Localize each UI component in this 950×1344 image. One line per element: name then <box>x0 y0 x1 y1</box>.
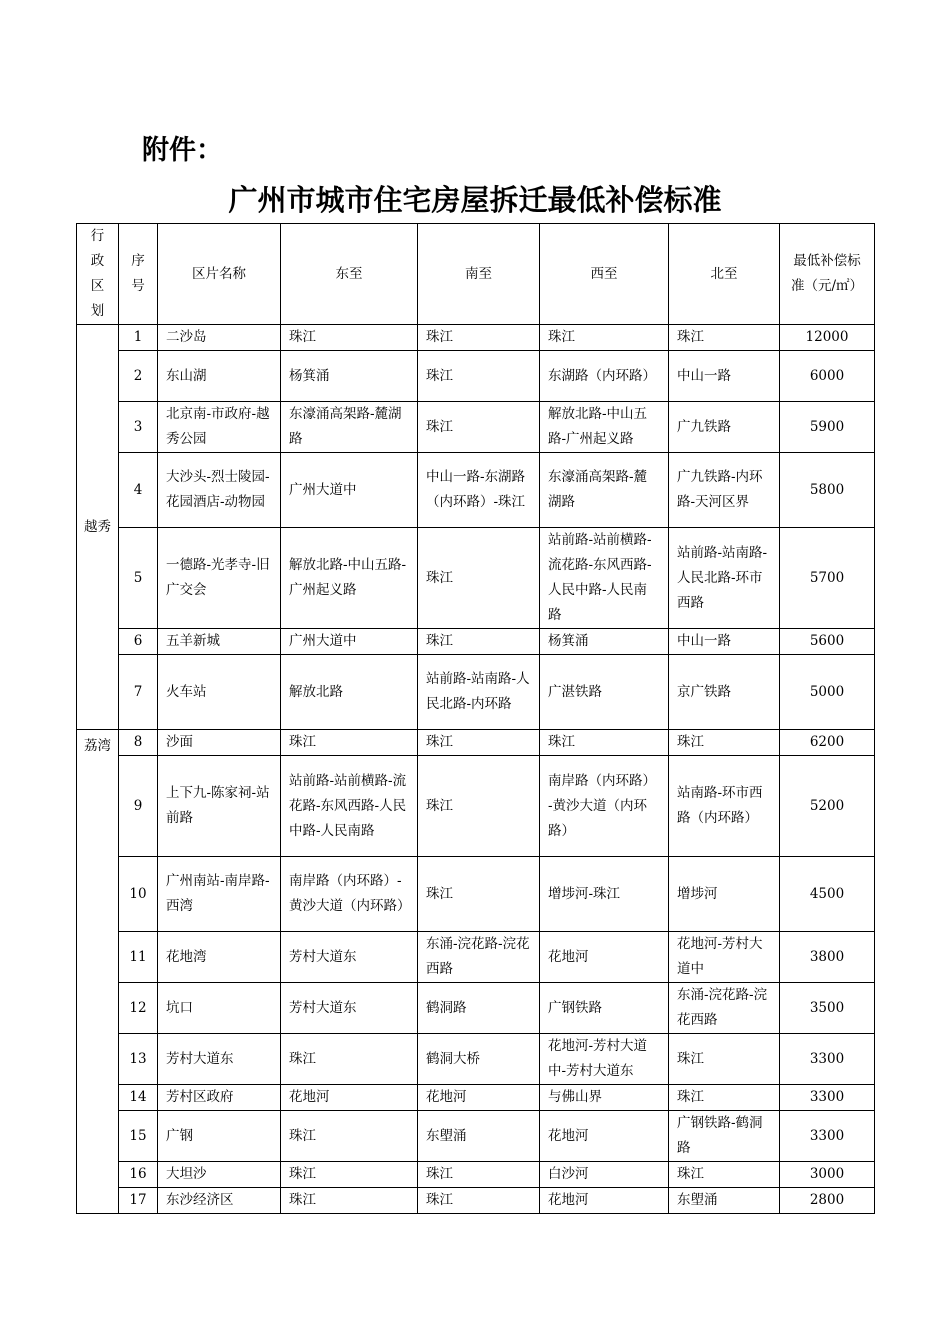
zone-cell: 芳村区政府 <box>158 1085 281 1111</box>
west-cell: 珠江 <box>540 325 669 351</box>
zone-cell: 花地湾 <box>158 932 281 983</box>
seq-cell: 17 <box>119 1188 158 1214</box>
east-cell: 芳村大道东 <box>281 932 418 983</box>
table-row <box>77 402 875 453</box>
west-cell: 东濠涌高架路-麓湖路 <box>540 453 669 528</box>
price-cell: 6200 <box>780 730 875 756</box>
seq-cell: 8 <box>119 730 158 756</box>
header-south: 南至 <box>418 224 540 325</box>
price-cell: 3500 <box>780 983 875 1034</box>
seq-cell: 15 <box>119 1111 158 1162</box>
west-cell: 花地河 <box>540 932 669 983</box>
table-row <box>77 983 875 1034</box>
seq-cell: 4 <box>119 453 158 528</box>
east-cell: 解放北路 <box>281 655 418 730</box>
west-cell: 站前路-站前横路-流花路-东风西路-人民中路-人民南路 <box>540 528 669 629</box>
attachment-label: 附件： <box>142 135 223 166</box>
south-cell: 东塱涌 <box>418 1111 540 1162</box>
district-cell: 越秀 <box>77 325 119 730</box>
south-cell: 珠江 <box>418 325 540 351</box>
seq-cell: 16 <box>119 1162 158 1188</box>
west-cell: 东湖路（内环路） <box>540 351 669 402</box>
east-cell: 广州大道中 <box>281 629 418 655</box>
seq-cell: 14 <box>119 1085 158 1111</box>
west-cell: 南岸路（内环路）-黄沙大道（内环路） <box>540 756 669 857</box>
east-cell: 站前路-站前横路-流花路-东风西路-人民中路-人民南路 <box>281 756 418 857</box>
west-cell: 增埗河-珠江 <box>540 857 669 932</box>
north-cell: 珠江 <box>669 325 780 351</box>
north-cell: 中山一路 <box>669 629 780 655</box>
west-cell: 与佛山界 <box>540 1085 669 1111</box>
table-row <box>77 1188 875 1214</box>
price-cell: 5900 <box>780 402 875 453</box>
price-cell: 3800 <box>780 932 875 983</box>
east-cell: 珠江 <box>281 1034 418 1085</box>
table-row <box>77 756 875 857</box>
seq-cell: 5 <box>119 528 158 629</box>
east-cell: 解放北路-中山五路-广州起义路 <box>281 528 418 629</box>
south-cell: 花地河 <box>418 1085 540 1111</box>
table-row <box>77 1162 875 1188</box>
east-cell: 珠江 <box>281 730 418 756</box>
east-cell: 南岸路（内环路）-黄沙大道（内环路） <box>281 857 418 932</box>
zone-cell: 沙面 <box>158 730 281 756</box>
south-cell: 鹤洞路 <box>418 983 540 1034</box>
zone-cell: 广州南站-南岸路-西湾 <box>158 857 281 932</box>
east-cell: 珠江 <box>281 1111 418 1162</box>
district-cell: 荔湾 <box>77 730 119 1214</box>
south-cell: 珠江 <box>418 402 540 453</box>
seq-cell: 2 <box>119 351 158 402</box>
south-cell: 中山一路-东湖路（内环路）-珠江 <box>418 453 540 528</box>
zone-cell: 一德路-光孝寺-旧广交会 <box>158 528 281 629</box>
price-cell: 12000 <box>780 325 875 351</box>
zone-cell: 二沙岛 <box>158 325 281 351</box>
zone-cell: 东山湖 <box>158 351 281 402</box>
header-district: 行政区划 <box>77 224 119 325</box>
table-header-row <box>77 224 875 325</box>
price-cell: 5200 <box>780 756 875 857</box>
header-price: 最低补偿标准（元/㎡） <box>780 224 875 325</box>
south-cell: 珠江 <box>418 857 540 932</box>
south-cell: 站前路-站南路-人民北路-内环路 <box>418 655 540 730</box>
seq-cell: 6 <box>119 629 158 655</box>
table-row <box>77 655 875 730</box>
price-cell: 6000 <box>780 351 875 402</box>
west-cell: 广钢铁路 <box>540 983 669 1034</box>
north-cell: 增埗河 <box>669 857 780 932</box>
price-cell: 5700 <box>780 528 875 629</box>
west-cell: 白沙河 <box>540 1162 669 1188</box>
zone-cell: 北京南-市政府-越秀公园 <box>158 402 281 453</box>
seq-cell: 3 <box>119 402 158 453</box>
west-cell: 花地河-芳村大道中-芳村大道东 <box>540 1034 669 1085</box>
table-row <box>77 528 875 629</box>
south-cell: 珠江 <box>418 528 540 629</box>
south-cell: 珠江 <box>418 730 540 756</box>
table-row <box>77 629 875 655</box>
east-cell: 杨箕涌 <box>281 351 418 402</box>
seq-cell: 9 <box>119 756 158 857</box>
west-cell: 花地河 <box>540 1111 669 1162</box>
zone-cell: 大沙头-烈士陵园-花园酒店-动物园 <box>158 453 281 528</box>
price-cell: 5800 <box>780 453 875 528</box>
table-row <box>77 453 875 528</box>
north-cell: 珠江 <box>669 1162 780 1188</box>
north-cell: 京广铁路 <box>669 655 780 730</box>
west-cell: 花地河 <box>540 1188 669 1214</box>
table-row <box>77 1034 875 1085</box>
seq-cell: 7 <box>119 655 158 730</box>
price-cell: 5000 <box>780 655 875 730</box>
table-row <box>77 325 875 351</box>
east-cell: 珠江 <box>281 325 418 351</box>
south-cell: 东涌-浣花路-浣花西路 <box>418 932 540 983</box>
seq-cell: 11 <box>119 932 158 983</box>
east-cell: 花地河 <box>281 1085 418 1111</box>
header-zone: 区片名称 <box>158 224 281 325</box>
table-row <box>77 730 875 756</box>
south-cell: 珠江 <box>418 1188 540 1214</box>
seq-cell: 13 <box>119 1034 158 1085</box>
price-cell: 3300 <box>780 1034 875 1085</box>
north-cell: 珠江 <box>669 1034 780 1085</box>
zone-cell: 火车站 <box>158 655 281 730</box>
south-cell: 珠江 <box>418 629 540 655</box>
header-north: 北至 <box>669 224 780 325</box>
compensation-table <box>76 223 875 1214</box>
east-cell: 珠江 <box>281 1188 418 1214</box>
east-cell: 珠江 <box>281 1162 418 1188</box>
west-cell: 杨箕涌 <box>540 629 669 655</box>
north-cell: 珠江 <box>669 1085 780 1111</box>
seq-cell: 12 <box>119 983 158 1034</box>
south-cell: 珠江 <box>418 351 540 402</box>
west-cell: 广湛铁路 <box>540 655 669 730</box>
price-cell: 4500 <box>780 857 875 932</box>
seq-cell: 10 <box>119 857 158 932</box>
zone-cell: 大坦沙 <box>158 1162 281 1188</box>
east-cell: 芳村大道东 <box>281 983 418 1034</box>
zone-cell: 坑口 <box>158 983 281 1034</box>
zone-cell: 上下九-陈家祠-站前路 <box>158 756 281 857</box>
east-cell: 广州大道中 <box>281 453 418 528</box>
header-seq: 序号 <box>119 224 158 325</box>
zone-cell: 东沙经济区 <box>158 1188 281 1214</box>
north-cell: 珠江 <box>669 730 780 756</box>
north-cell: 东塱涌 <box>669 1188 780 1214</box>
zone-cell: 广钢 <box>158 1111 281 1162</box>
zone-cell: 芳村大道东 <box>158 1034 281 1085</box>
seq-cell: 1 <box>119 325 158 351</box>
zone-cell: 五羊新城 <box>158 629 281 655</box>
north-cell: 广九铁路-内环路-天河区界 <box>669 453 780 528</box>
price-cell: 5600 <box>780 629 875 655</box>
south-cell: 珠江 <box>418 1162 540 1188</box>
south-cell: 鹤洞大桥 <box>418 1034 540 1085</box>
north-cell: 站前路-站南路-人民北路-环市西路 <box>669 528 780 629</box>
header-west: 西至 <box>540 224 669 325</box>
price-cell: 3300 <box>780 1085 875 1111</box>
north-cell: 站南路-环市西路（内环路） <box>669 756 780 857</box>
north-cell: 花地河-芳村大道中 <box>669 932 780 983</box>
south-cell: 珠江 <box>418 756 540 857</box>
north-cell: 广钢铁路-鹤洞路 <box>669 1111 780 1162</box>
price-cell: 3000 <box>780 1162 875 1188</box>
document-title: 广州市城市住宅房屋拆迁最低补偿标准 <box>228 183 722 217</box>
table-row <box>77 932 875 983</box>
price-cell: 3300 <box>780 1111 875 1162</box>
table-row <box>77 1085 875 1111</box>
east-cell: 东濠涌高架路-麓湖路 <box>281 402 418 453</box>
north-cell: 中山一路 <box>669 351 780 402</box>
table-row <box>77 1111 875 1162</box>
table-row <box>77 351 875 402</box>
price-cell: 2800 <box>780 1188 875 1214</box>
header-east: 东至 <box>281 224 418 325</box>
west-cell: 珠江 <box>540 730 669 756</box>
table-row <box>77 857 875 932</box>
west-cell: 解放北路-中山五路-广州起义路 <box>540 402 669 453</box>
north-cell: 东涌-浣花路-浣花西路 <box>669 983 780 1034</box>
north-cell: 广九铁路 <box>669 402 780 453</box>
